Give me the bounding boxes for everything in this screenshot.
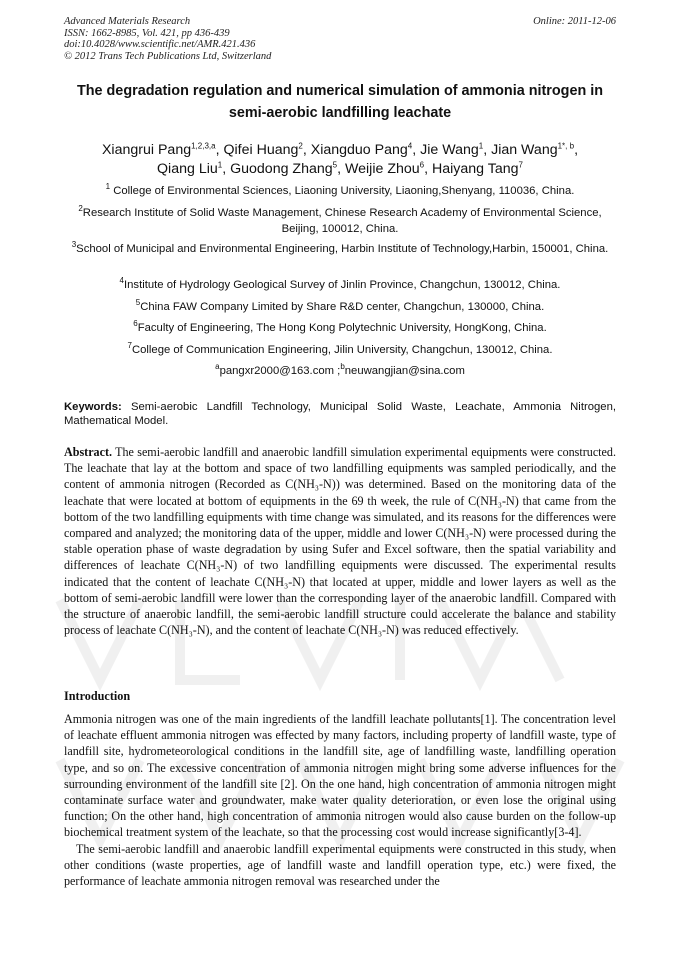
keywords-label: Keywords: (64, 401, 122, 413)
author: Weijie Zhou$^6$, (345, 160, 432, 177)
affiliation: $^6$Faculty of Engineering, The Hong Kong Polytechnic University, HongKong, China. (133, 319, 547, 334)
paper-title: The degradation regulation and numerical simulation of ammonia nitrogen in semi-aerobic landfilling leachate (76, 83, 604, 121)
author: Xiangduo Pang$^4$, (310, 141, 421, 158)
issn: ISSN: 1662-8985, Vol. 421, pp 436-439 (64, 27, 230, 39)
journal-header (64, 16, 616, 62)
doi: doi:10.4028/www.scientific.net/AMR.421.436 (64, 39, 256, 50)
author: Qiang Liu$^1$, (157, 160, 231, 177)
abstract-label: Abstract. (64, 445, 113, 459)
keywords-text: Semi-aerobic Landfill Technology, Municipal Solid Waste, Leachate, Ammonia Nitrogen, Mathematical Model. (64, 401, 616, 427)
author: Haiyang Tang$^7$ (432, 160, 523, 177)
affiliation: $^3$School of Municipal and Environmental Engineering, Harbin Institute of Technology,Harbin, 150001, China. (71, 240, 609, 255)
author: Jian Wang$^{1*, b}$, (491, 141, 579, 158)
copyright: © 2012 Trans Tech Publications Ltd, Switzerland (64, 50, 272, 62)
online-date: Online: 2011-12-06 (533, 16, 616, 27)
introduction-body (64, 711, 616, 889)
email-link-a[interactable]: pangxr2000@163.com ; (219, 365, 341, 377)
author-emails: $^a$pangxr2000@163.com ;$^b$neuwangjian@sina.com (215, 362, 465, 377)
abstract (64, 444, 616, 638)
affiliation: $^5$China FAW Company Limited by Share R&D center, Changchun, 130000, China. (135, 298, 545, 313)
author: Guodong Zhang$^5$, (230, 160, 345, 177)
email-link-b[interactable]: neuwangjian@sina.com (344, 365, 465, 377)
paragraph: Ammonia nitrogen was one of the main ingredients of the landfill leachate pollutants[1]. The concentration level of leachate effluent ammonia nitrogen was effected by many factors, including property of landfill waste, type of landfill site, hydrometeorological conditions in the landfill site, age of landfilling waste, landfilling operation type, and so on. The excessive concentration of ammonia nitrogen might bring some adverse influences for the surrounding environment of the landfill site [2]. On the one hand, high concentration of ammonia nitrogen might contaminate surface water and groundwater, make water quality deterioration, or even lose the original using function; On the other hand, high concentration of ammonia nitrogen would also cause burden on the follow-up biochemical treatment system of the leachate, so that the processing cost would increase significantly[3-4]. (64, 712, 616, 840)
affiliation: $^4$Institute of Hydrology Geological Survey of Jinlin Province, Changchun, 130012, China. (119, 276, 561, 291)
keywords (64, 400, 616, 428)
section-heading-introduction: Introduction (64, 689, 131, 703)
author-list (52, 141, 628, 179)
author: Xiangrui Pang$^{1,2,3,a}$, (101, 141, 224, 158)
paragraph: The semi-aerobic landfill and anaerobic landfill experimental equipments were constructed in this study, when other conditions (waste properties, age of landfill waste and landfill operation type, etc.) were fixed, the performance of leachate ammonia nitrogen removal was researched under the (64, 841, 616, 889)
affiliation: $^1$ College of Environmental Sciences, Liaoning University, Liaoning,Shenyang, 110036, China. (105, 182, 575, 197)
affiliation: $^2$Research Institute of Solid Waste Management, Chinese Research Academy of Environmental Science, Beijing, 100012, China. (78, 204, 602, 235)
journal-name: Advanced Materials Research (64, 16, 191, 27)
abstract-text: The semi-aerobic landfill and anaerobic landfill simulation experimental equipments were constructed. The leachate that lay at the bottom and space of two landfilling equipments was sampled periodically, and the content of ammonia nitrogen (Recorded as C(NH₃-N)) was determined. Based on the monitoring data of the leachate that were located at bottom of equipments in the 69 th week, the rule of C(NH₃-N) that came from the bottom of the two landfilling equipments with time change was simulated, and its reasons for the differences were compared and analyzed; the monitoring data of the upper, middle and lower C(NH₃-N) were processed during the stable operation phase of waste degradation by using Sufer and Excel software, then the spatial variability and differences of leachate C(NH₃-N) of two landfilling equipments were discussed. The experimental results indicated that the content of leachate C(NH₃-N) that located at upper, middle and lower layers as well as the bottom of semi-aerobic landfill were lower than the corresponding layer of the anaerobic landfill. Compared with the structure of anaerobic landfill, the semi-aerobic landfill structure could accelerate the balance and stability process of leachate C(NH₃-N), and the content of leachate C(NH₃-N) was reduced effectively. (64, 445, 616, 638)
author: Jie Wang$^1$, (420, 141, 492, 158)
affiliation: $^7$College of Communication Engineering, Jilin University, Changchun, 130012, China. (127, 341, 553, 356)
author: Qifei Huang$^2$, (223, 141, 311, 158)
